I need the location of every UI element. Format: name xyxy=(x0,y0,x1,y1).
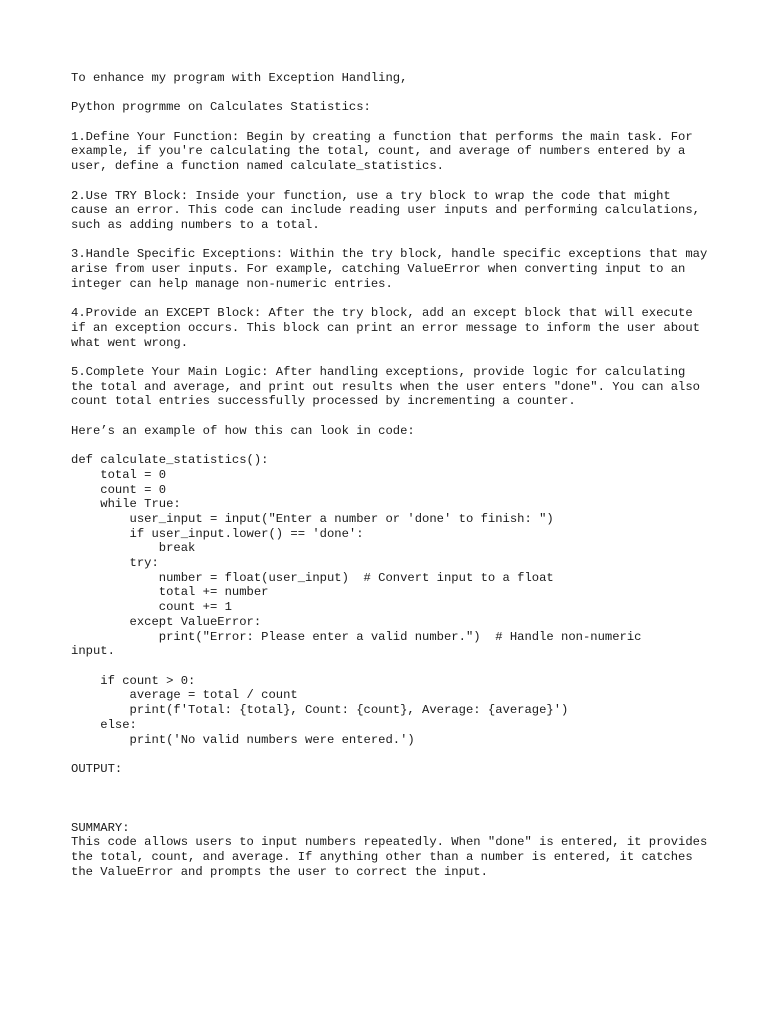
code-line: break xyxy=(71,541,196,556)
example-intro: Here’s an example of how this can look in code: xyxy=(71,423,415,438)
code-line: print(f'Total: {total}, Count: {count}, Average: {average}') xyxy=(71,703,569,718)
code-line: while True: xyxy=(71,497,181,512)
output-area xyxy=(71,791,711,820)
code-line: else: xyxy=(71,717,137,732)
intro-text: To enhance my program with Exception Handling, xyxy=(71,71,408,85)
code-line: if user_input.lower() == 'done': xyxy=(71,526,364,541)
document-subtitle: Python progrmme on Calculates Statistics: xyxy=(71,100,371,115)
code-line: try: xyxy=(71,556,159,571)
code-block xyxy=(71,453,711,747)
code-line: average = total / count xyxy=(71,688,298,703)
step-4: 4.Provide an EXCEPT Block: After the try block, add an except block that will execute if an exception occurs. This block can print an error message to inform the user about what went wrong. xyxy=(71,306,708,350)
code-line: total = 0 xyxy=(71,467,167,482)
step-3: 3.Handle Specific Exceptions: Within the try block, handle specific exceptions that may arise from user inputs. For example, catching ValueError when converting input to an integer can help manage non-numeric entries. xyxy=(71,247,715,291)
summary-section xyxy=(71,820,715,880)
code-line: user_input = input("Enter a number or 'done' to finish: ") xyxy=(71,511,554,526)
code-line: number = float(user_input) # Convert input to a float xyxy=(71,570,554,585)
code-line: if count > 0: xyxy=(71,673,196,688)
step-5: 5.Complete Your Main Logic: After handling exceptions, provide logic for calculating the total and average, and print out results when the user enters "done". You can also count total entries successfully processed by incrementing a counter. xyxy=(71,364,708,409)
code-line: except ValueError: xyxy=(71,614,262,629)
step-1: 1.Define Your Function: Begin by creating a function that performs the main task. For example, if you're calculating the total, count, and average of numbers entered by a user, define a function named calculate_statistics. xyxy=(71,129,700,174)
code-line: count = 0 xyxy=(71,482,167,497)
summary-label: SUMMARY: xyxy=(71,820,130,835)
output-label: OUTPUT: xyxy=(71,761,123,776)
step-2: 2.Use TRY Block: Inside your function, use a try block to wrap the code that might cause an error. This code can include reading user inputs and performing calculations, such as adding numbers to a total. xyxy=(71,188,708,232)
code-line: def calculate_statistics(): xyxy=(71,453,269,468)
document-page xyxy=(71,71,715,879)
summary-text: This code allows users to input numbers repeatedly. When "done" is entered, it provides the total, count, and average. If anything other than a number is entered, it catches the ValueError and prompts the user to correct the input. xyxy=(71,835,715,879)
code-line: print("Error: Please enter a valid number.") # Handle non-numeric xyxy=(71,629,642,644)
code-line: input. xyxy=(71,644,115,659)
code-line: total += number xyxy=(71,585,269,600)
code-line: count += 1 xyxy=(71,600,232,615)
code-line: print('No valid numbers were entered.') xyxy=(71,732,415,747)
code-line xyxy=(71,659,711,674)
